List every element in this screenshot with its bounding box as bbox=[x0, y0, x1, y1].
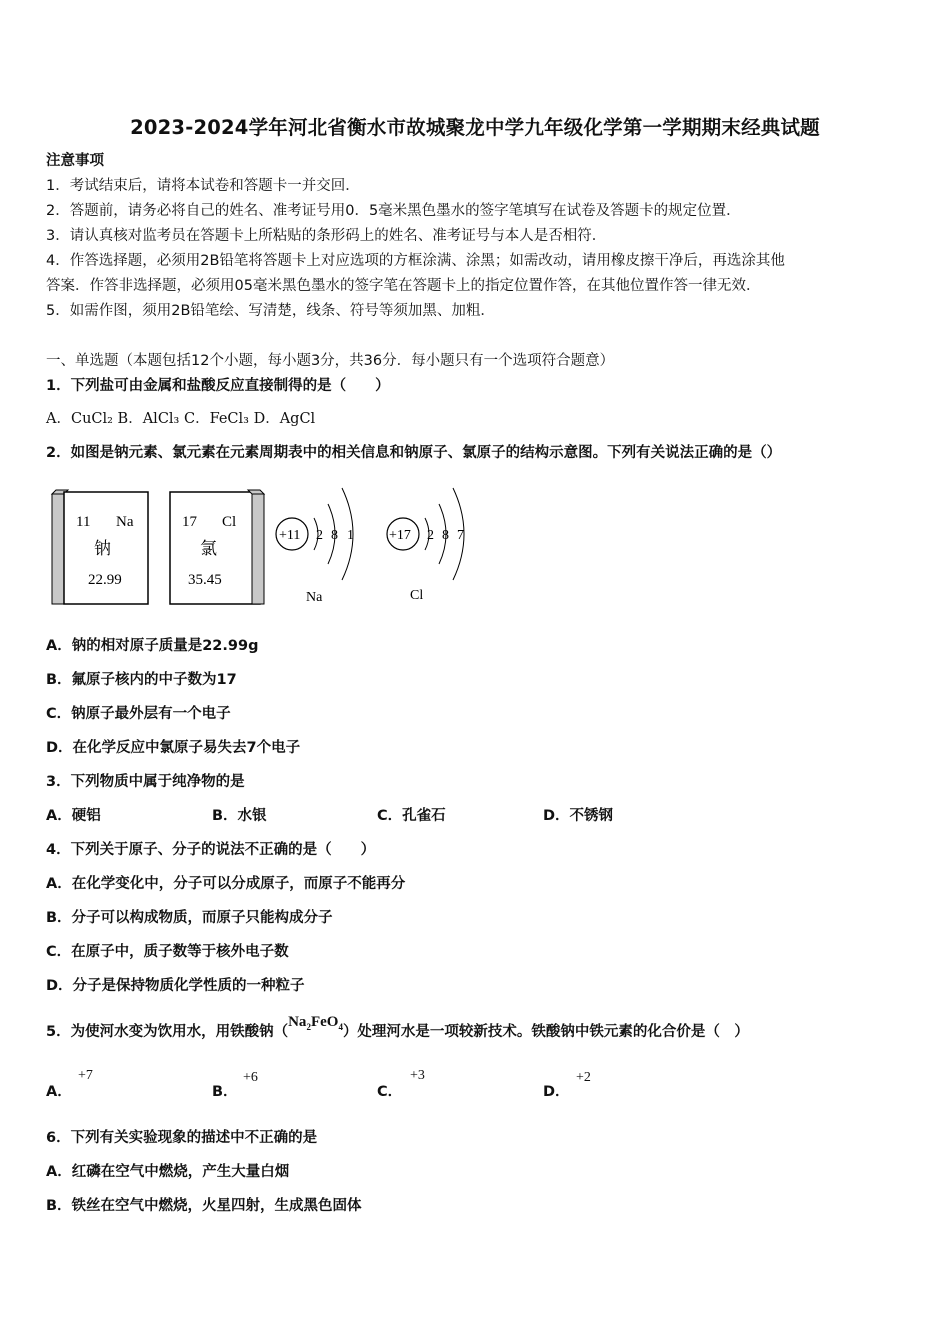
question-3-option-b: B．水银 bbox=[212, 808, 267, 824]
formula-part: Na bbox=[288, 1014, 307, 1030]
cl-atomic-number: 17 bbox=[182, 514, 197, 530]
notice-item: 1．考试结束后，请将本试卷和答题卡一并交回． bbox=[46, 178, 360, 194]
na-shell-3: 1 bbox=[347, 528, 354, 543]
notice-item: 4．作答选择题，必须用2B铅笔将答题卡上对应选项的方框涂满、涂黑；如需改动，请用橡皮擦干净后，再选涂其他 bbox=[46, 253, 785, 269]
question-4-option-b: B．分子可以构成物质，而原子只能构成分子 bbox=[46, 910, 333, 926]
question-3-option-c: C．孔雀石 bbox=[377, 808, 446, 824]
cl-atomic-mass: 35.45 bbox=[188, 572, 222, 588]
notice-heading: 注意事项 bbox=[46, 153, 104, 169]
cl-nucleus-charge: +17 bbox=[389, 528, 411, 543]
cl-name: 氯 bbox=[200, 539, 217, 559]
question-6-stem: 6．下列有关实验现象的描述中不正确的是 bbox=[46, 1130, 318, 1146]
question-2-option-d: D．在化学反应中氯原子易失去7个电子 bbox=[46, 740, 301, 756]
question-4-option-d: D．分子是保持物质化学性质的一种粒子 bbox=[46, 978, 305, 994]
question-5-stem bbox=[46, 1014, 749, 1047]
question-5-option-a-letter: A． bbox=[46, 1084, 72, 1100]
na-shell-2: 8 bbox=[331, 528, 338, 543]
question-3-stem: 3．下列物质中属于纯净物的是 bbox=[46, 774, 245, 790]
notice-item: 3．请认真核对监考员在答题卡上所粘贴的条形码上的姓名、准考证号与本人是否相符． bbox=[46, 228, 607, 244]
question-2-stem: 2．如图是钠元素、氯元素在元素周期表中的相关信息和钠原子、氯原子的结构示意图。下列有关说法正确的是（） bbox=[46, 445, 782, 461]
formula-part: FeO bbox=[310, 1014, 339, 1030]
question-4-stem: 4．下列关于原子、分子的说法不正确的是（ ） bbox=[46, 842, 376, 858]
section-heading: 一、单选题（本题包括12个小题，每小题3分，共36分．每小题只有一个选项符合题意） bbox=[46, 353, 615, 369]
cl-symbol: Cl bbox=[222, 514, 237, 530]
question-2-option-c: C．钠原子最外层有一个电子 bbox=[46, 706, 231, 722]
question-5-option-d-letter: D． bbox=[543, 1084, 570, 1100]
chlorine-atom-diagram bbox=[387, 488, 464, 603]
page-title: 2023-2024学年河北省衡水市故城聚龙中学九年级化学第一学期期末经典试题 bbox=[130, 116, 820, 139]
question-4-option-a: A．在化学变化中，分子可以分成原子，而原子不能再分 bbox=[46, 876, 406, 892]
cl-shell-2: 8 bbox=[442, 528, 449, 543]
question-5-option-b-value: +6 bbox=[243, 1070, 258, 1085]
na-atomic-mass: 22.99 bbox=[88, 572, 122, 588]
formula-subscript: 2 bbox=[306, 1022, 311, 1032]
element-figure bbox=[46, 478, 486, 610]
na-nucleus-charge: +11 bbox=[279, 528, 301, 543]
notice-item: 答案．作答非选择题，必须用05毫米黑色墨水的签字笔在答题卡上的指定位置作答，在其他位置作答一律无效． bbox=[46, 278, 761, 294]
question-1-options: A．CuCl₂ B．AlCl₃ C．FeCl₃ D．AgCl bbox=[46, 411, 316, 427]
na-atomic-number: 11 bbox=[76, 514, 91, 530]
na-symbol: Na bbox=[116, 514, 134, 530]
sodium-element-card bbox=[52, 490, 148, 604]
na-atom-label: Na bbox=[306, 590, 323, 605]
sodium-atom-diagram bbox=[276, 488, 354, 605]
question-2-option-a: A．钠的相对原子质量是22.99g bbox=[46, 638, 259, 654]
question-5-stem-after: ）处理河水是一项较新技术。铁酸钠中铁元素的化合价是（ ） bbox=[342, 1024, 749, 1040]
notice-item: 2．答题前，请务必将自己的姓名、准考证号用0．5毫米黑色墨水的签字笔填写在试卷及答题卡的规定位置． bbox=[46, 203, 741, 219]
notice-item: 5．如需作图，须用2B铅笔绘、写清楚，线条、符号等须加黑、加粗． bbox=[46, 303, 495, 319]
question-5-stem-before: 5．为使河水变为饮用水，用铁酸钠（ bbox=[46, 1024, 289, 1040]
cl-atom-label: Cl bbox=[410, 588, 424, 603]
question-5-option-b-letter: B． bbox=[212, 1084, 238, 1100]
question-2-option-b: B．氟原子核内的中子数为17 bbox=[46, 672, 237, 688]
question-3-option-d: D．不锈钢 bbox=[543, 808, 614, 824]
question-5-option-d-value: +2 bbox=[576, 1070, 591, 1085]
cl-shell-1: 2 bbox=[427, 528, 434, 543]
question-5-option-a-value: +7 bbox=[78, 1068, 93, 1083]
na-name: 钠 bbox=[94, 539, 111, 559]
sodium-ferrate-formula bbox=[288, 1014, 343, 1030]
question-1-stem: 1．下列盐可由金属和盐酸反应直接制得的是（ ） bbox=[46, 378, 390, 394]
question-5-option-c-value: +3 bbox=[410, 1068, 425, 1083]
question-4-option-c: C．在原子中，质子数等于核外电子数 bbox=[46, 944, 289, 960]
na-shell-1: 2 bbox=[316, 528, 323, 543]
chlorine-element-card bbox=[170, 490, 264, 604]
formula-subscript: 4 bbox=[338, 1022, 343, 1032]
question-3-option-a: A．硬铝 bbox=[46, 808, 101, 824]
question-6-option-a: A．红磷在空气中燃烧，产生大量白烟 bbox=[46, 1164, 290, 1180]
cl-shell-3: 7 bbox=[457, 528, 464, 543]
question-6-option-b: B．铁丝在空气中燃烧，火星四射，生成黑色固体 bbox=[46, 1198, 362, 1214]
question-5-option-c-letter: C． bbox=[377, 1084, 403, 1100]
